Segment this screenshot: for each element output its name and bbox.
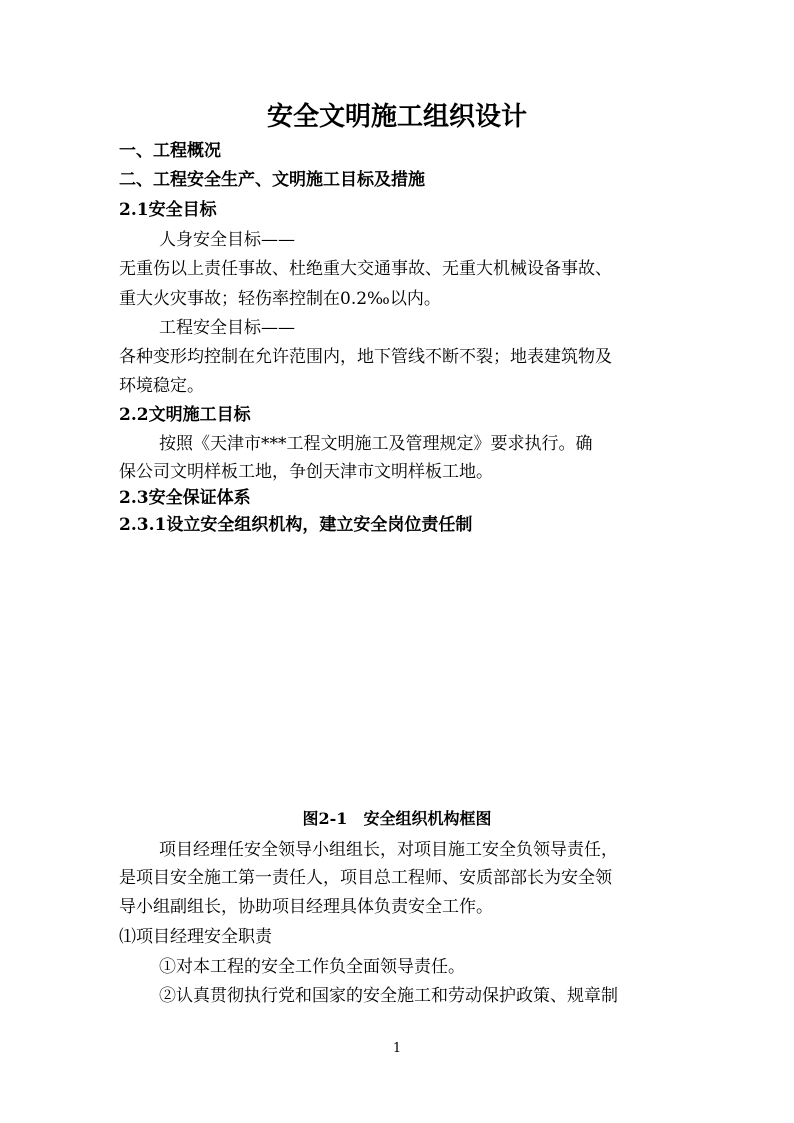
section-2-3-1-heading: 2.3.1设立安全组织机构，建立安全岗位责任制 [119, 515, 473, 535]
engineering-safety-text-line1: 各种变形均控制在允许范围内，地下管线不断不裂；地表建筑物及 [119, 347, 612, 367]
page-number: 1 [392, 1041, 402, 1056]
personal-safety-text-line2: 重大火灾事故；轻伤率控制在0.2‰以内。 [119, 289, 441, 309]
document-title: 安全文明施工组织设计 [266, 102, 527, 132]
figure-caption: 图2-1 安全组织机构框图 [302, 809, 492, 828]
figure-placeholder [119, 545, 675, 795]
section-2-3-heading: 2.3安全保证体系 [119, 488, 251, 508]
civilized-text-line2: 保公司文明样板工地，争创天津市文明样板工地。 [119, 462, 493, 482]
personal-safety-label: 人身安全目标—— [159, 230, 295, 250]
pm-duty-item-1: ①对本工程的安全工作负全面领导责任。 [159, 957, 465, 977]
pm-paragraph-line3: 导小组副组长，协助项目经理具体负责安全工作。 [119, 897, 493, 917]
section-2-1-heading: 2.1安全目标 [119, 200, 217, 220]
heading-safety-goals-measures: 二、工程安全生产、文明施工目标及措施 [119, 170, 425, 190]
pm-duties-heading: ⑴项目经理安全职责 [119, 927, 272, 947]
pm-duty-item-2: ②认真贯彻执行党和国家的安全施工和劳动保护政策、规章制 [159, 986, 618, 1006]
civilized-text-line1: 按照《天津市***工程文明施工及管理规定》要求执行。确 [159, 434, 593, 454]
pm-paragraph-line1: 项目经理任安全领导小组组长，对项目施工安全负领导责任， [159, 840, 618, 860]
heading-project-overview: 一、工程概况 [119, 141, 221, 161]
section-2-2-heading: 2.2文明施工目标 [119, 405, 251, 425]
engineering-safety-text-line2: 环境稳定。 [119, 376, 204, 396]
personal-safety-text-line1: 无重伤以上责任事故、杜绝重大交通事故、无重大机械设备事故、 [119, 259, 612, 279]
engineering-safety-label: 工程安全目标—— [159, 318, 295, 338]
pm-paragraph-line2: 是项目安全施工第一责任人，项目总工程师、安质部部长为安全领 [119, 868, 612, 888]
